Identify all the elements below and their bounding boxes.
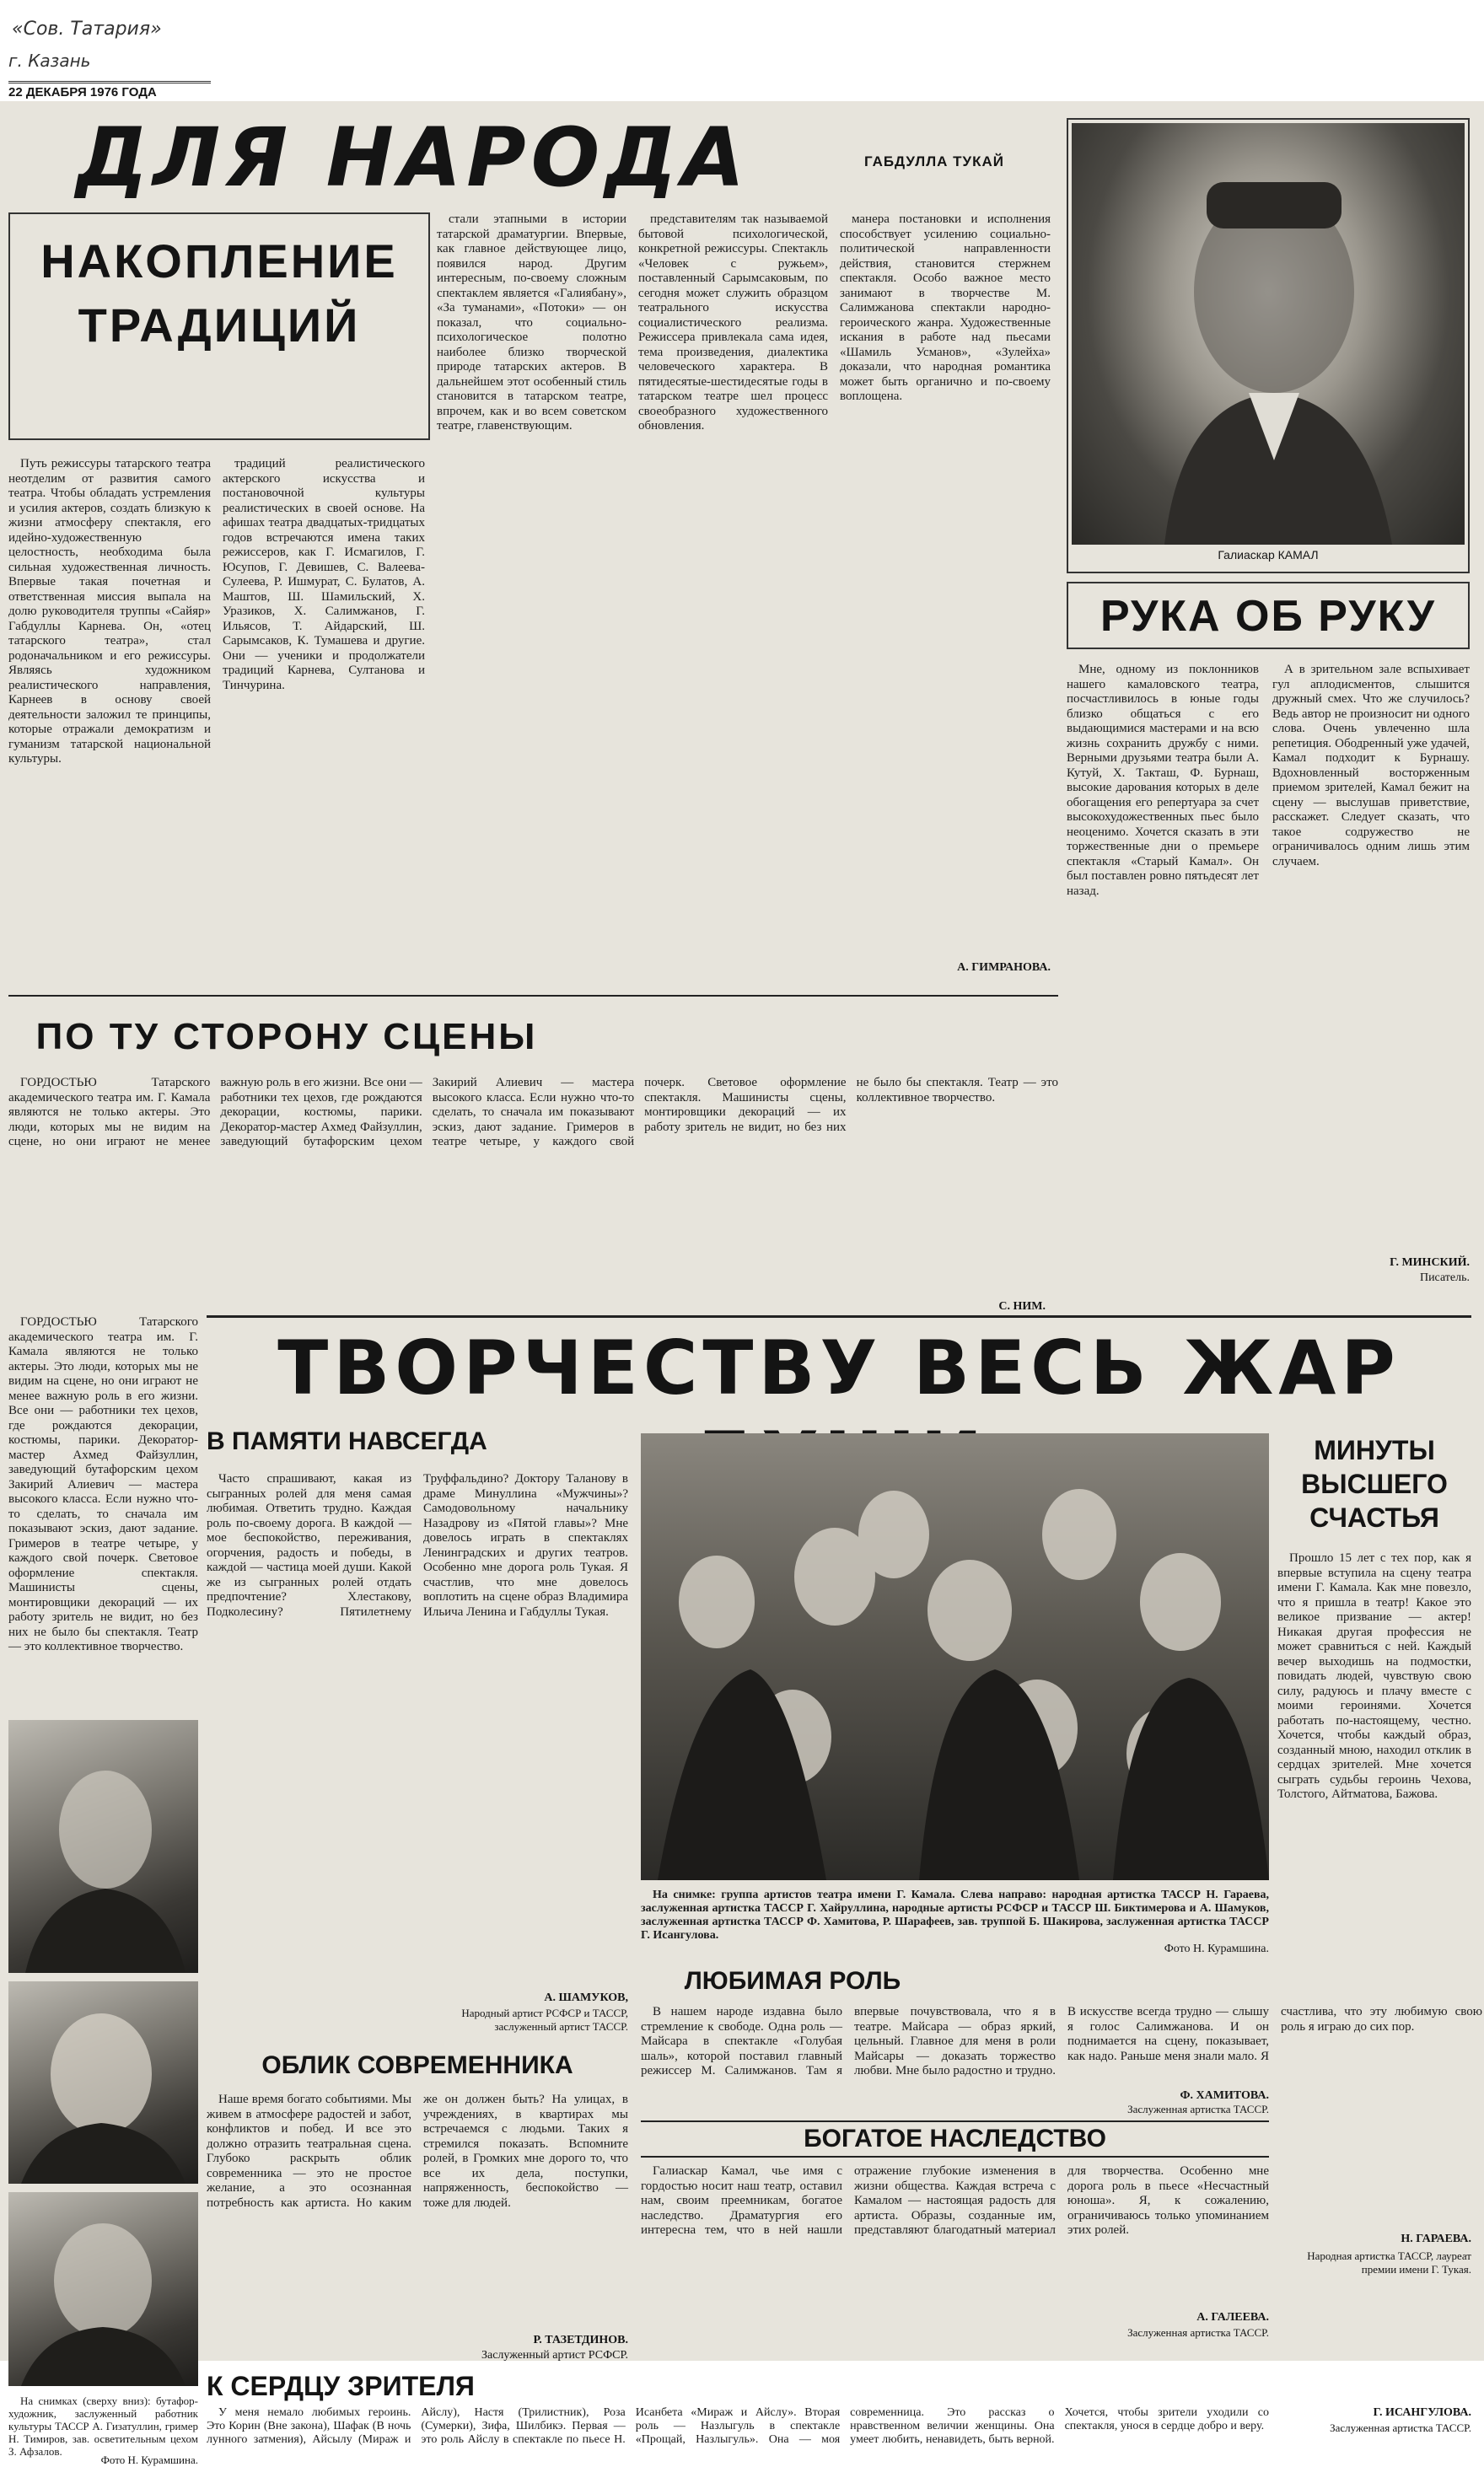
article9-body: У меня немало любимых героинь. Это Корин (Вне закона), Шафак (В ночь лунного затмения), Айсылу (Мираж и Айслу), Настя (Трилистник), Роза (Сумерки), Зифа, Шилбикэ. Первая — это роль Айслу в спектакле по пьесе Н. Исанбета «Мираж и Айслу». Вторая роль — Назлыгуль в спектакле «Прощай, Назлыгуль». Она — моя современница. Это рассказ о нравственном величии женщины. Она умеет любить, ненавидеть, быть верной. Хочется, чтобы зрители уходили со спектакля, унося в сердце добро и веру. — [207, 2406, 1269, 2446]
handwritten-city: г. Казань — [8, 51, 91, 71]
article-по-ту-сторону-сцены — [8, 1003, 1058, 1315]
article2-signature-name: Г. МИНСКИЙ. — [1390, 1256, 1470, 1269]
article7-signature-name: Р. ТАЗЕТДИНОВ. — [533, 2334, 628, 2346]
article3-signature: С. НИМ. — [998, 1300, 1046, 1313]
article1-signature: А. ГИМРАНОВА. — [957, 961, 1051, 974]
article7-body: Наше время богато событиями. Мы живем в атмосфере радостей и забот, конфликтов и побед. И все это должно отразить театральная сцена. Глубоко раскрыть облик современника — это не простое желание, а это осознанная потребность как артиста. Но каким же он должен быть? На улицах, в учреждениях, в квартирах мы встречаемся с людьми. Таких я стремился показать. Вспомните ролей, в Громких мне дорого то, что все их дела, поступки, напряженность, беспокойство — тоже для людей. — [207, 2093, 628, 2210]
portrait-silhouette-icon — [1072, 123, 1465, 545]
article2-col2: А в зрительном зале вспыхивает гул аплодисментов, слышится дружный смех. Что же случилось? Ведь автор не произносит ни одного слова. Очень увлеченно шла репетиция. Ободренный уже удачей, Камал подходит к Бурнашу. Вдохновленный восторженным приемом зрителей, Камал бежит на сцену — выслушав приветствие, расскажет. Следует сказать, что такое содружество не ограничивалось одним лишь этим случаем. — [1272, 663, 1470, 868]
article1-col5: манера постановки и исполнения способствует усилению социально-политической направленности действия, становится стержнем спектакля. Особо важное место занимают в творчестве М. Салимжанова спектакли народно-героического жанра. Художественные искания в работе над пьесами «Шамиль Усманов», «Зулейха» доказали, что народная романтика может быть органично и по-своему воплощена. — [840, 212, 1051, 403]
article1-title-line1: НАКОПЛЕНИЕ — [40, 234, 398, 288]
man-portrait-icon — [8, 2192, 198, 2386]
article9-signature-title: Заслуженная артистка ТАССР. — [1330, 2421, 1471, 2434]
article4-signature-title: Народный артист РСФСР и ТАССР, заслуженный артист ТАССР. — [461, 2007, 628, 2033]
article5-signature-title: Народная артистка ТАССР, лауреат премии имени Г. Тукая. — [1307, 2249, 1471, 2276]
man-portrait-icon — [8, 1720, 198, 1973]
portrait-caption: Галиаскар КАМАЛ — [1218, 548, 1319, 562]
kamal-portrait-photo — [1072, 123, 1465, 545]
article8-body: Галиаскар Камал, чье имя с гордостью носит наш театр, оставил нам, своим преемникам, богатое наследство. Драматургия его интересна тем, что в ней нашли отражение глубокие изменения в жизни общества. Каждая встреча с Камалом — настоящая радость для артиста. Образы, созданные им, представляют благодатный материал для творчества. Особенно мне дорога роль в пьесе «Несчастный юноша». Я, к сожалению, ограничиваюсь только упоминанием этих ролей. — [641, 2164, 1269, 2237]
article1-title-line2: ТРАДИЦИЙ — [78, 298, 361, 352]
artists-group-icon — [641, 1433, 1269, 1880]
portrait-frame — [1067, 118, 1470, 573]
article4-title: В ПАМЯТИ НАВСЕГДА — [207, 1427, 487, 1455]
article-богатое-наследство — [641, 2120, 1269, 2348]
article8-signature-name: А. ГАЛЕЕВА. — [1196, 2311, 1269, 2324]
left-photo-credit: Фото Н. Курамшина. — [100, 2454, 198, 2466]
article6-body: В нашем народе издавна было стремление к свободе. Одна роль — Майсара в спектакле «Голубая шаль», которой поставил главный режиссер М. Салимжанов. Там я впервые почувствовала, что я в театре. Майсара — образ яркий, цельный. Главное для меня в роли Майсары — доказать торжество любви. Мне было радостно и трудно. В искусстве всегда трудно — слышу я голос Салимжанова. И он поднимается на сцену, показывает, как надо. Раньше меня знали мало. Я счастлива, что эту любимую свою роль я играю до сих пор. — [641, 2005, 1482, 2077]
man-portrait-icon — [8, 1981, 198, 2184]
article6-title: ЛЮБИМАЯ РОЛЬ — [684, 1967, 901, 1995]
article5-signature-name: Н. ГАРАЕВА. — [1401, 2233, 1471, 2245]
article4-signature-name: А. ШАМУКОВ, — [544, 1991, 628, 2004]
timirov-photo — [8, 1981, 198, 2184]
article1-col2: традиций реалистического актерского искусства и постановочной культуры реалистических в своей основе. На афишах театра двадцатых-тридцатых годов встречаются имена таких режиссеров, как Г. Исмагилов, Г. Юсупов, Г. Девишев, С. Валеева-Сулеева, Р. Ишмурат, С. Булатов, А. Маштов, Ш. Шамильский, Х. Уразиков, Х. Салимжанов, Г. Ильясов, Т. Айдарский, Ш. Сарымсаков, К. Тумашева и другие. Они — ученики и продолжатели традиций Карнева, Султанова и Тинчурина. — [223, 457, 425, 692]
article1-col1: Путь режиссуры татарского театра неотделим от развития самого театра. Чтобы обладать устремления и усилия актеров, создать близкую к жизни атмосферу спектакля, его идейно-художественную целостность, необходима была сильная художественная личность. Впервые такая почетная и ответственная миссия выпала на долю руководителя труппы «Сайяр» Габдуллы Карнева. Он, «отец татарского театра», стал родоначальником и его режиссуры. Являясь художником реалистического направления, Карнеев в основу своей деятельности заложил те принципы, которые отражали демократизм и гуманизм татарской национальной культуры. — [8, 457, 211, 766]
article5-title-line2: ВЫСШЕГО — [1301, 1469, 1448, 1499]
gizatullin-photo — [8, 1720, 198, 1973]
article5-title-line3: СЧАСТЬЯ — [1309, 1502, 1439, 1533]
article4-body: Часто спрашивают, какая из сыгранных ролей для меня самая любимая. Ответить трудно. Каждая роль по-своему дорога. В каждой — мое беспокойство, переживания, огорчения, радость и победы, в каждой — частица моей души. Какой же из сыгранных ролей отдать предпочтение? Хлестакову, Подколесину? Пятилетнему Труффальдино? Доктору Таланову в драме Минуллина «Мужчины»? Самодовольному начальнику Назадрову из «Пятой главы»? Мне довелось играть в спектаклях Ленинградских и других театров. Особенно мне дорога роль Тукая. Я счастлив, что мне довелось воплотить на сцене образ Владимира Ильича Ленина и Габдуллы Тукая. — [207, 1472, 628, 1619]
clip-date: 22 ДЕКАБРЯ 1976 ГОДА — [8, 81, 211, 99]
article-рука-об-руку — [1067, 582, 1470, 1341]
article5-body: Прошло 15 лет с тех пор, как я впервые вступила на сцену театра имени Г. Камала. Как мне повезло, что я пришла в театр! Какое это великое призвание — актер! Никакая другая профессия не может сравниться с ней. Каждый вечер выходишь на подмостки, повидать людей, чувствую свою силу, радуюсь и плачу вместе с моими героинями. Хочется работать по-настоящему, честно. Хочется, чтобы каждый образ, созданный мною, находил отклик в сердцах зрителей. Мне хочется сыграть судьбы героинь Чехова, Толстого, Айтматова, Бажова. — [1277, 1551, 1471, 1801]
main-title: ДЛЯ НАРОДА — [76, 110, 750, 205]
article3-body: ГОРДОСТЬЮ Татарского академического театра им. Г. Камала являются не только актеры. Это люди, которых мы не видим на сцене, но они играют не менее важную роль в его жизни. Все они — работники тех цехов, где рождаются декорации, костюмы, парики. Декоратор-мастер Ахмед Файзуллин, заведующий бутафорским цехом Закирий Алиевич — мастера высокого класса. Если нужно что-то сделать, то сначала им показывают эскиз, дают задание. Гримеров в театре четыре, у каждого свой почерк. Световое оформление спектакля. Машинисты сцены, монтировщики декораций — их работу зритель не видит, но без них не было бы спектакля. Театр — это коллективное творчество. — [8, 1076, 1058, 1148]
article8-title: БОГАТОЕ НАСЛЕДСТВО — [641, 2120, 1269, 2158]
clip-header — [0, 0, 1484, 110]
article7-title: ОБЛИК СОВРЕМЕННИКА — [261, 2051, 573, 2079]
left-photo-captions: На снимках (сверху вниз): бутафор-художник, заслуженный работник культуры ТАССР А. Гизатуллин, гример Н. Тимиров, зав. осветительным цехом З. Афзалов. — [8, 2394, 198, 2458]
article-к-сердцу-зрителя — [207, 2369, 1471, 2462]
article-облик-современника — [207, 2049, 628, 2369]
article2-col1: Мне, одному из поклонников нашего камаловского театра, посчастливилось в юные годы близко общаться с его выдающимися мастерами и на всю жизнь сохранить дружбу с ними. Верными друзьями театра были А. Кутуй, Х. Такташ, Ф. Бурнаш, высокие дарования которых в деле обогащения его репертуара за счет высокохудожественных пьес было неоценимо. Хочется сказать в эти торжественные дни о премьере спектакля «Старый Камал». Он был поставлен ровно пятьдесят лет назад. — [1067, 663, 1259, 898]
banner-title: ТВОРЧЕСТВУ ВЕСЬ ЖАР — [277, 1325, 1401, 1411]
afzalov-photo — [8, 2192, 198, 2386]
article3-title: ПО ТУ СТОРОНУ СЦЕНЫ — [35, 1016, 538, 1057]
article8-signature-title: Заслуженная артистка ТАССР. — [1127, 2326, 1269, 2339]
article1-title — [8, 212, 430, 440]
article5-title-line1: МИНУТЫ — [1314, 1435, 1435, 1465]
article9-title: К СЕРДЦУ ЗРИТЕЛЯ — [207, 2371, 475, 2401]
article5-title — [1277, 1433, 1471, 1534]
newspaper-sheet — [0, 101, 1484, 2466]
article-минуты-высшего-счастья — [1277, 1425, 1471, 2319]
banner-frame — [207, 1315, 1471, 1416]
article2-title: РУКА ОБ РУКУ — [1067, 582, 1470, 649]
article6-signature-title: Заслуженная артистка ТАССР. — [1127, 2103, 1269, 2115]
article-в-памяти-навсегда — [207, 1425, 628, 2040]
handwritten-source: «Сов. Татария» — [12, 19, 162, 40]
byline: ГАБДУЛЛА ТУКАЙ — [864, 153, 1004, 169]
article1-col3: стали этапными в истории татарской драматургии. Впервые, как главное действующее лицо, появился народ. Другим интересным, по-своему сложным спектаклем является «Галиябану», «За туманами», «Потоки» — он показал, что социально-психологическое полотно наиболее близко творческой природе татарских актеров. В дальнейшем этот особенный стиль становится в татарском театре, впрочем, как и во всем советском театре, главенствующим. — [437, 212, 626, 433]
divider — [8, 995, 1058, 997]
article1-col4: представителям так называемой бытовой психологической, конкретной режиссуры. Спектакль «Человек с ружьем», поставленный Сарымсаковым, по сегодня может служить образцом театрального искусства социалистического реализма. Режиссера привлекала сама идея, тема произведения, диалектика человеческого характера. В пятидесятые-шестидесятые годы в татарском театре шел процесс своеобразного художественного обновления. — [638, 212, 828, 433]
group-photo-credit: Фото Н. Курамшина. — [1164, 1943, 1269, 1955]
article-накопление-традиций — [8, 212, 1058, 988]
article7-signature-title: Заслуженный артист РСФСР. — [481, 2349, 628, 2362]
article9-signature-name: Г. ИСАНГУЛОВА. — [1373, 2406, 1471, 2419]
group-photo — [641, 1433, 1269, 1880]
article6-signature-name: Ф. ХАМИТОВА. — [1180, 2089, 1269, 2102]
article3-continuation: ГОРДОСТЬЮ Татарского академического театра им. Г. Камала являются не только актеры. Это люди, которых мы не видим на сцене, но они играют не менее важную роль в его жизни. Все они — работники тех цехов, где рождаются декорации, костюмы, парики. Декоратор-мастер Ахмед Файзуллин, заведующий бутафорским цехом Закирий Алиевич — мастера высокого класса. Если нужно что-то сделать, то сначала им показывают эскиз, дают задание. Гримеров в театре четыре, у каждого свой почерк. Световое оформление спектакля. Машинисты сцены, монтировщики декораций — их работу зритель не видит, но без них не было бы спектакля. Театр — это коллективное творчество. — [8, 1315, 198, 1653]
group-photo-caption: На снимке: группа артистов театра имени Г. Камала. Слева направо: народная артистка ТАССР Н. Гараева, заслуженная артистка ТАССР Г. Хайруллина, народные артисты РСФСР и ТАССР Ш. Биктимерова и А. Шамуков, заслуженная артистка ТАССР Ф. Хамитова, Р. Шарафеев, зав. труппой Б. Шакирова, заслуженная артистка ТАССР Г. Исангулова. — [641, 1889, 1269, 1942]
article2-signature-title: Писатель. — [1419, 1271, 1470, 1284]
article-любимая-роль — [641, 1964, 1482, 2116]
